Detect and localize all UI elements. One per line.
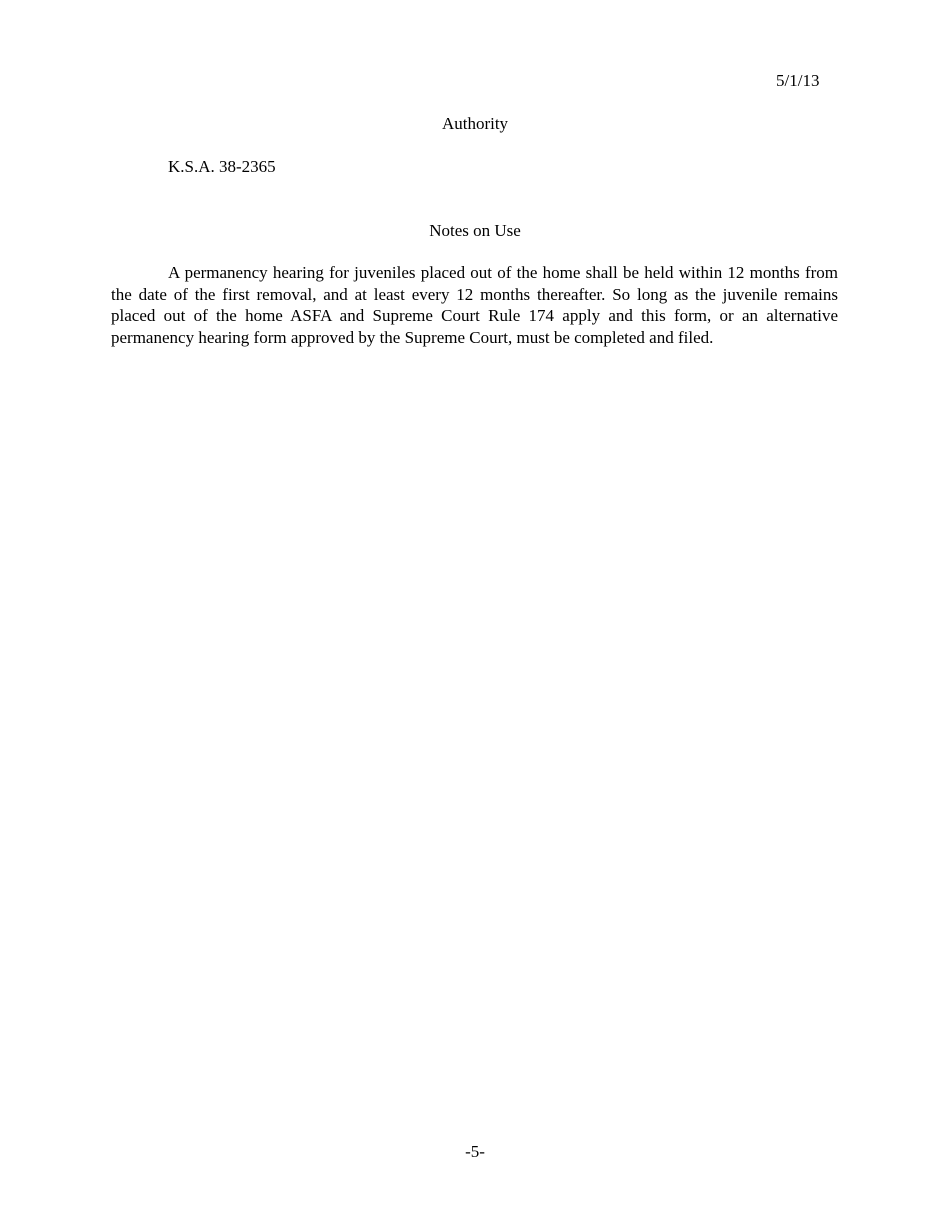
page-number: -5-	[465, 1142, 485, 1161]
authority-heading: Authority	[441, 114, 509, 133]
statute-citation: K.S.A. 38-2365	[168, 157, 276, 176]
notes-on-use-heading: Notes on Use	[429, 221, 521, 240]
revision-date: 5/1/13	[776, 71, 820, 90]
notes-on-use-paragraph: A permanency hearing for juveniles placed out of the home shall be held within 12 months from the date of the first removal, and at least every 12 months thereafter. So long as the juvenile remains placed out of the home ASFA and Supreme Court Rule 174 apply and this form, or an alternative permanency hearing form approved by the Supreme Court, must be completed and filed.	[111, 263, 838, 347]
